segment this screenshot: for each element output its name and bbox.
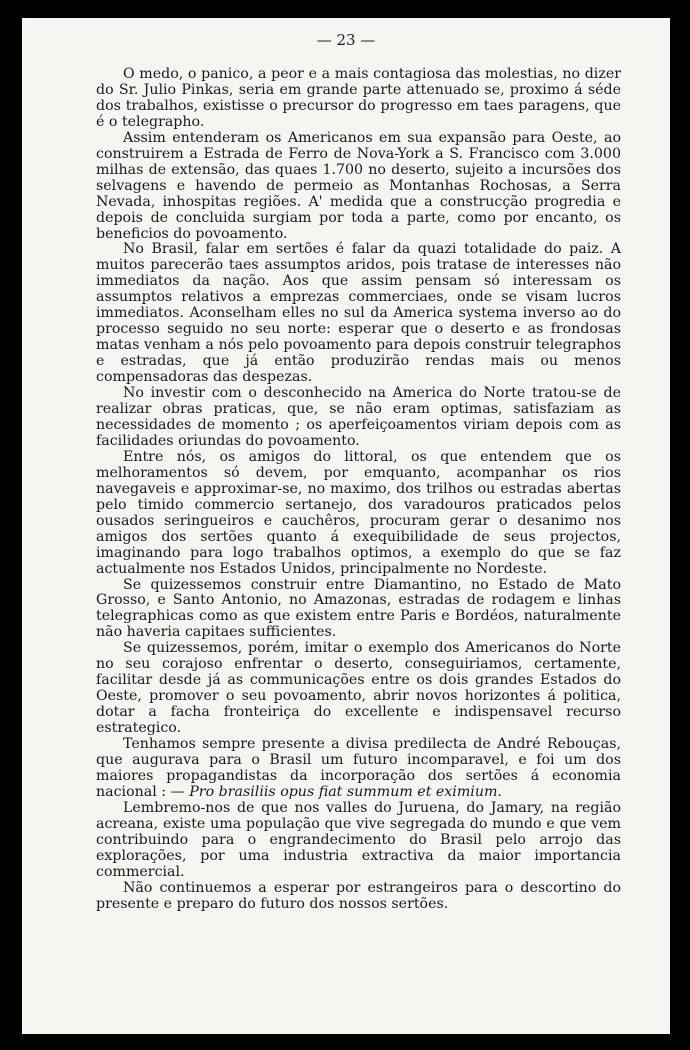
paragraph: Lembremo-nos de que nos valles do Juruena, do Jamary, na região acreana, existe uma população que vive segregada do mundo e que vem contribuindo para o engrandecimento do Brasil pelo arrojo das explorações, por uma industria extractiva da maior importancia commercial.	[96, 799, 621, 880]
paragraph: Se quizessemos, porém, imitar o exemplo dos Americanos do Norte no seu corajoso enfrentar o deserto, conseguiriamos, certamente, facilitar desde já as communicações entre os dois grandes Estados do Oeste, promover o seu povoamento, abrir novos horizontes á politica, dotar a facha fronteiriça do excellente e indispensavel recurso estrategico.	[96, 640, 621, 737]
page-number: — 23 —	[316, 31, 376, 49]
paragraph: Não continuemos a esperar por estrangeiros para o descortino do presente e preparo do futuro dos nossos sertões.	[96, 879, 621, 912]
latin-motto: Pro brasiliis opus fiat summum et eximium.	[189, 783, 502, 800]
paragraph: Assim entenderam os Americanos em sua expansão para Oeste, ao construirem a Estrada de Ferro de Nova-York a S. Francisco com 3.000 milhas de extensão, das quaes 1.700 no deserto, sujeito a incursões dos selvagens e havendo de permeio as Montanhas Rochosas, a Serra Nevada, inhospitas regiões. A' medida que a construcção progredia e depois de concluida surgiam por toda a parte, como por encanto, os beneficios do povoamento.	[96, 129, 621, 242]
paragraph-text: Tenhamos sempre presente a divisa predilecta de André Rebouças, que augurava para o Brasil um futuro incomparavel, e foi um dos maiores propagandistas da incorporação dos sertões á economia nacional : —	[96, 736, 621, 800]
book-page	[22, 18, 670, 1034]
paragraph: O medo, o panico, a peor e a mais contagiosa das molestias, no dizer do Sr. Julio Pinkas, seria em grande parte attenuado se, proximo á séde dos trabalhos, existisse o precursor do progresso em taes paragens, que é o telegrapho.	[96, 66, 621, 130]
paragraph: No Brasil, falar em sertões é falar da quazi totalidade do paiz. A muitos parecerão taes assumptos aridos, pois tratase de interesses não immediatos da nação. Aos que assim pensam só interessam os assumptos relativos a emprezas commerciaes, onde se visam lucros immediatos. Aconselham elles no sul da America systema inverso ao do processo seguido no seu norte: esperar que o deserto e as frondosas matas venham a nós pelo povoamento para depois construir telegraphos e estradas, que já então produzirão rendas mais ou menos compensadoras das despezas.	[96, 241, 621, 386]
paragraph: No investir com o desconhecido na America do Norte tratou-se de realizar obras praticas, que, se não eram optimas, satisfaziam as necessidades de momento ; os aperfeiçoamentos viriam depois com as facilidades oriundas do povoamento.	[96, 385, 621, 449]
paragraph: Entre nós, os amigos do littoral, os que entendem que os melhoramentos só devem, por emquanto, acompanhar os rios navegaveis e approximar-se, no maximo, dos trilhos ou estradas abertas pelo timido commercio sertanejo, dos varadouros praticados pelos ousados seringueiros e cauchêros, procuram gerar o desanimo nos amigos dos sertões quanto á exequibilidade de seus projectos, imaginando para logo trabalhos optimos, a exemplo do que se faz actualmente nos Estados Unidos, principalmente no Nordeste.	[96, 448, 621, 577]
body-text	[96, 67, 621, 913]
paragraph	[96, 737, 621, 801]
paragraph: Se quizessemos construir entre Diamantino, no Estado de Mato Grosso, e Santo Antonio, no Amazonas, estradas de rodagem e linhas telegraphicas como as que existem entre Paris e Bordéos, naturalmente não haveria capitaes sufficientes.	[96, 576, 621, 641]
